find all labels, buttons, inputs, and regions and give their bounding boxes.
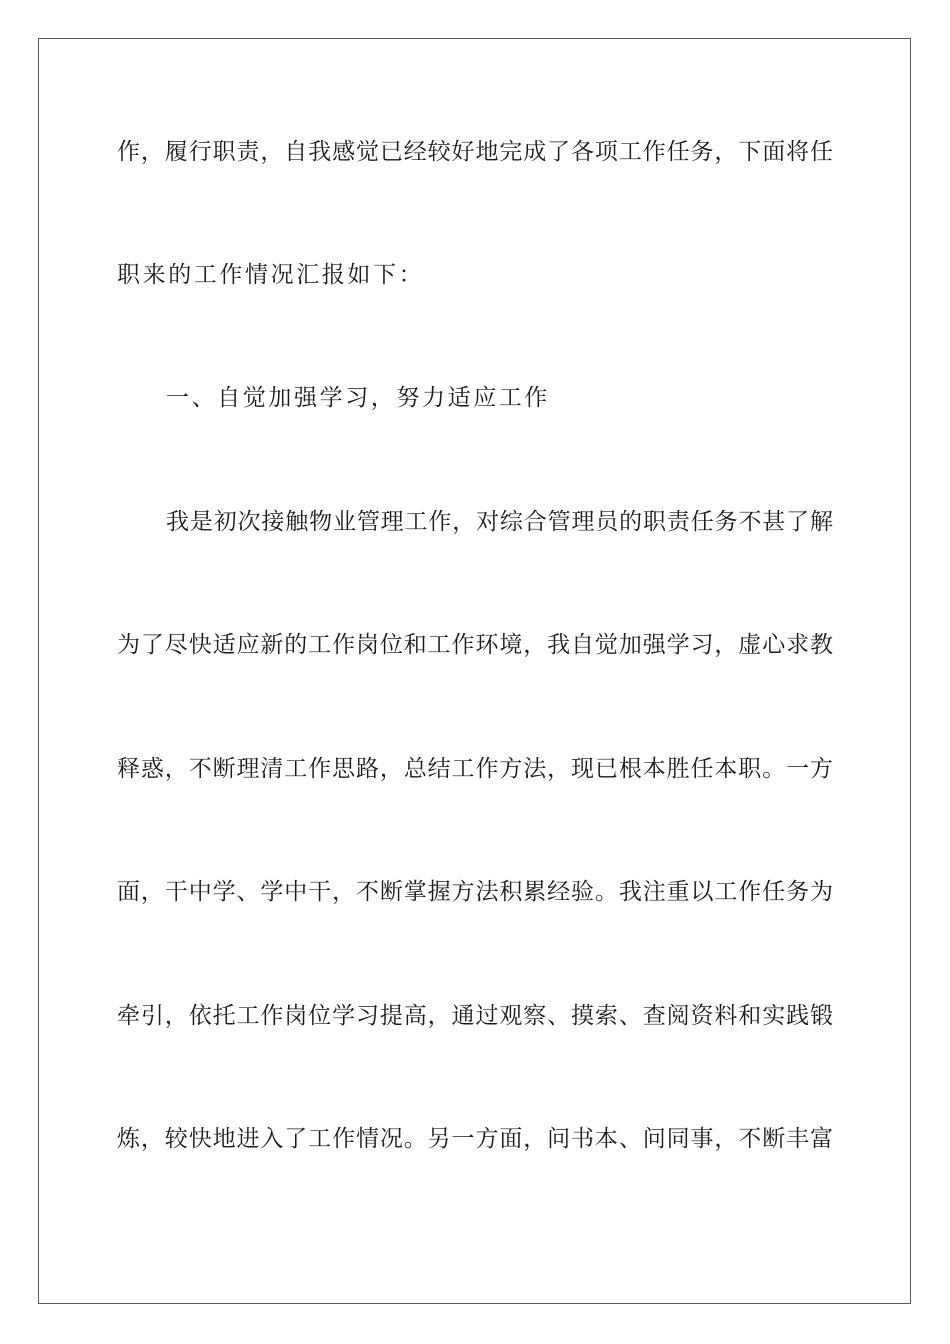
text-line-5: 为了尽快适应新的工作岗位和工作环境，我自觉加强学习，虚心求教 xyxy=(117,632,833,658)
text-line-8: 牵引，依托工作岗位学习提高，通过观察、摸索、查阅资料和实践锻 xyxy=(117,1003,833,1029)
page-border xyxy=(38,38,911,1304)
text-line-6: 释惑，不断理清工作思路，总结工作方法，现已根本胜任本职。一方 xyxy=(117,756,833,782)
text-line-9: 炼，较快地进入了工作情况。另一方面，问书本、问同事，不断丰富 xyxy=(117,1126,833,1152)
text-line-2: 职来的工作情况汇报如下： xyxy=(117,262,425,288)
text-line-4: 我是初次接触物业管理工作，对综合管理员的职责任务不甚了解 xyxy=(166,509,833,535)
text-line-1: 作，履行职责，自我感觉已经较好地完成了各项工作任务，下面将任 xyxy=(117,139,833,165)
section-heading: 一、自觉加强学习，努力适应工作 xyxy=(166,385,550,411)
text-line-7: 面，干中学、学中干，不断掌握方法积累经验。我注重以工作任务为 xyxy=(117,879,833,905)
